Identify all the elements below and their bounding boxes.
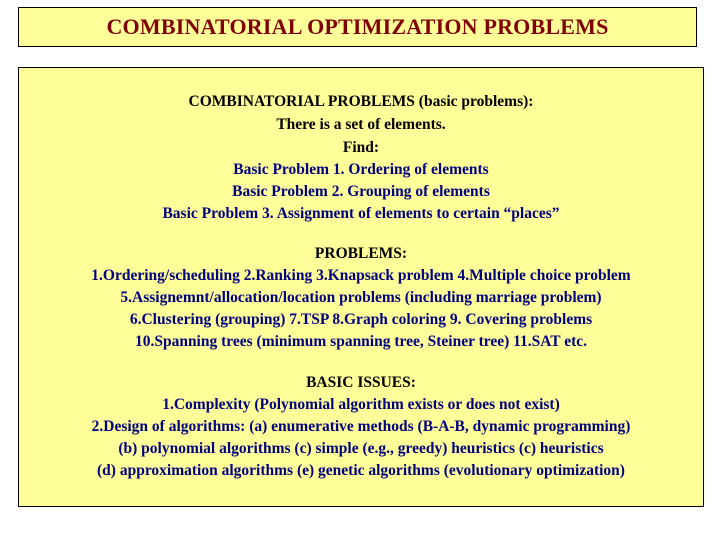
issues-line-2: 2.Design of algorithms: (a) enumerative methods (B-A-B, dynamic programming) <box>91 418 631 435</box>
basic-line-1: There is a set of elements. <box>276 116 446 133</box>
problems-line-4: 10.Spanning trees (minimum spanning tree, Steiner tree) 11.SAT etc. <box>134 333 588 350</box>
basic-problem-3: Basic Problem 3. Assignment of elements to certain “places” <box>162 205 560 222</box>
slide-title: COMBINATORIAL OPTIMIZATION PROBLEMS <box>106 14 609 39</box>
title-box <box>18 7 697 47</box>
content-box <box>18 67 704 507</box>
basic-problem-2: Basic Problem 2. Grouping of elements <box>232 183 490 200</box>
basic-problem-1: Basic Problem 1. Ordering of elements <box>233 161 489 178</box>
problems-heading: PROBLEMS: <box>314 245 408 262</box>
issues-line-4: (d) approximation algorithms (e) genetic algorithms (evolutionary optimization) <box>97 462 625 479</box>
problems-line-2: 5.Assignemnt/allocation/location problems (including marriage problem) <box>120 289 602 306</box>
issues-line-1: 1.Complexity (Polynomial algorithm exists or does not exist) <box>162 396 560 413</box>
basic-heading: COMBINATORIAL PROBLEMS (basic problems): <box>188 93 534 110</box>
basic-line-2: Find: <box>342 139 380 156</box>
problems-line-3: 6.Clustering (grouping) 7.TSP 8.Graph coloring 9. Covering problems <box>129 311 593 328</box>
issues-line-3: (b) polynomial algorithms (c) simple (e.g., greedy) heuristics (c) heuristics <box>118 440 604 457</box>
problems-line-1: 1.Ordering/scheduling 2.Ranking 3.Knapsack problem 4.Multiple choice problem <box>91 267 631 284</box>
issues-heading: BASIC ISSUES: <box>306 374 416 391</box>
